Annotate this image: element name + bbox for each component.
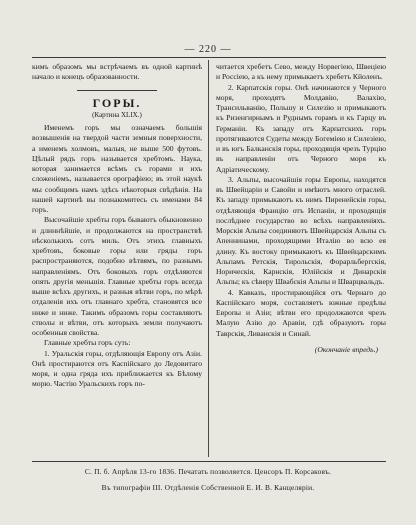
paragraph: Главные хребты горъ суть:: [44, 338, 131, 348]
continued-note: (Окончаніе впредь.): [314, 344, 378, 354]
header-rule: [32, 57, 386, 58]
printer-line: Въ типографіи III. Отдѣленія Собственной Е. И. В. Канцеляріи.: [101, 483, 315, 492]
paragraph: 1. Уральскія горы, отдѣляющія Европу отъ Азіи. Онѣ простираются отъ Каспійскаго до Ледовитаго моря, и одна гряда ихъ приближается къ Бѣлому морю. Частію Уральскихъ горъ по-: [32, 348, 202, 389]
left-column: [32, 62, 202, 390]
right-column: [216, 62, 386, 355]
censor-line: С. П. б. Апрѣля 13-го 1836. Печатать позволяется. Ценсоръ П. Корсаковъ.: [84, 467, 332, 476]
paragraph: 2. Карпатскія горы. Онѣ начинаются у Черного моря, проходятъ Молдавію, Валахію, Трансильванію, Польшу и Силезію и примыкаютъ къ Ризенгирнымъ и Руднымъ горамъ и къ Гарцу въ Германіи. Къ западу отъ Карпатскихъ горъ протягиваются Судеты между Богеміею и Силезіею, и въ югъ Балканскія горы, проходящія чрезъ Турцію въ направленіи отъ Черного моря къ Адріатическому.: [216, 82, 386, 174]
paragraph: 4. Кавказъ, простирающійся отъ Чернаго до Каспійскаго моря, составляетъ южные предѣлы Европы и Азіи; вѣтви его продолжаются чрезъ Малую Азію до Аравіи, гдѣ образуютъ горы Таврскія, Ливанскія и Синай.: [216, 287, 386, 338]
article-heading: ГОРЫ.: [92, 95, 142, 110]
section-divider: [77, 90, 157, 91]
footer-rule: [32, 461, 386, 462]
article-subheading: (Картина XLIX.): [92, 110, 142, 119]
intro-paragraph: кимъ образомъ мы встрѣчаемъ въ одной картинѣ начало и конецъ образованности.: [32, 62, 202, 82]
page-number: — 220 —: [184, 44, 232, 55]
paragraph: читается хребетъ Сево, между Норвегіею, Швеціею и Россіею, а къ нему примыкаетъ хребетъ Кйоленъ.: [216, 62, 386, 82]
paragraph: 3. Альпы, высочайшія горы Европы, находятся въ Швейцаріи и Савойи и имѣютъ много отраслей. Къ западу примыкаютъ къ нимъ Пиренейскія горы, отдѣляющія Францію отъ Испаніи, и проходящія послѣднее государство во всѣхъ направленіяхъ. Морскія Альпы соединяютъ Швейцарскія Альпы съ Апеннинами, проходящими Италію во всю ея длину. Къ востоку примыкаютъ къ Швейцарскимъ Альпамъ Ретскія, Тирольскія, Форарльбергскія, Норическія, Карнскія, Юлійскія и Динарскія Альпы; къ сѣверу Швабскія Альпы и Шварцвальдъ.: [216, 174, 386, 287]
paragraph: Именемъ горъ мы означаемъ большія возвышенія на твердой части земныя поверхности, а именемъ холмовъ, малыя, не выше 500 футовъ. Цѣлый рядъ горъ называется хребтомъ. Наука, которая занимается всѣмъ съ горами и ихъ сложеніемъ, называется орографіею; въ этой наукѣ мы сообщимъ намъ здѣсь нѣкоторыя свѣдѣнія. На нашей картинѣ вы познакомитесь съ именами 84 горъ.: [32, 123, 202, 214]
paragraph: Высочайшіе хребты горъ бываютъ обыкновенно и длиннѣйшіе, и продолжаются на пространствѣ нѣсколькихъ сотъ миль. Отъ этихъ главныхъ хребтовъ, боковые горы или гряды горъ распространяются, подобно вѣтвямъ, по разнымъ направленіямъ. Отъ боковыхъ горъ отдѣляются опять другія меньшія. Главные хребты горъ всегда выше всѣхъ другихъ, и разныя вѣтви горъ, по мѣрѣ отдаленія ихъ отъ главнаго хребта, становятся все ниже и ниже. Такимъ образомъ горы составляютъ стволы и вѣтви, отъ которыхъ земли получаютъ особенныя свойства.: [32, 215, 202, 337]
column-divider: [208, 60, 209, 457]
